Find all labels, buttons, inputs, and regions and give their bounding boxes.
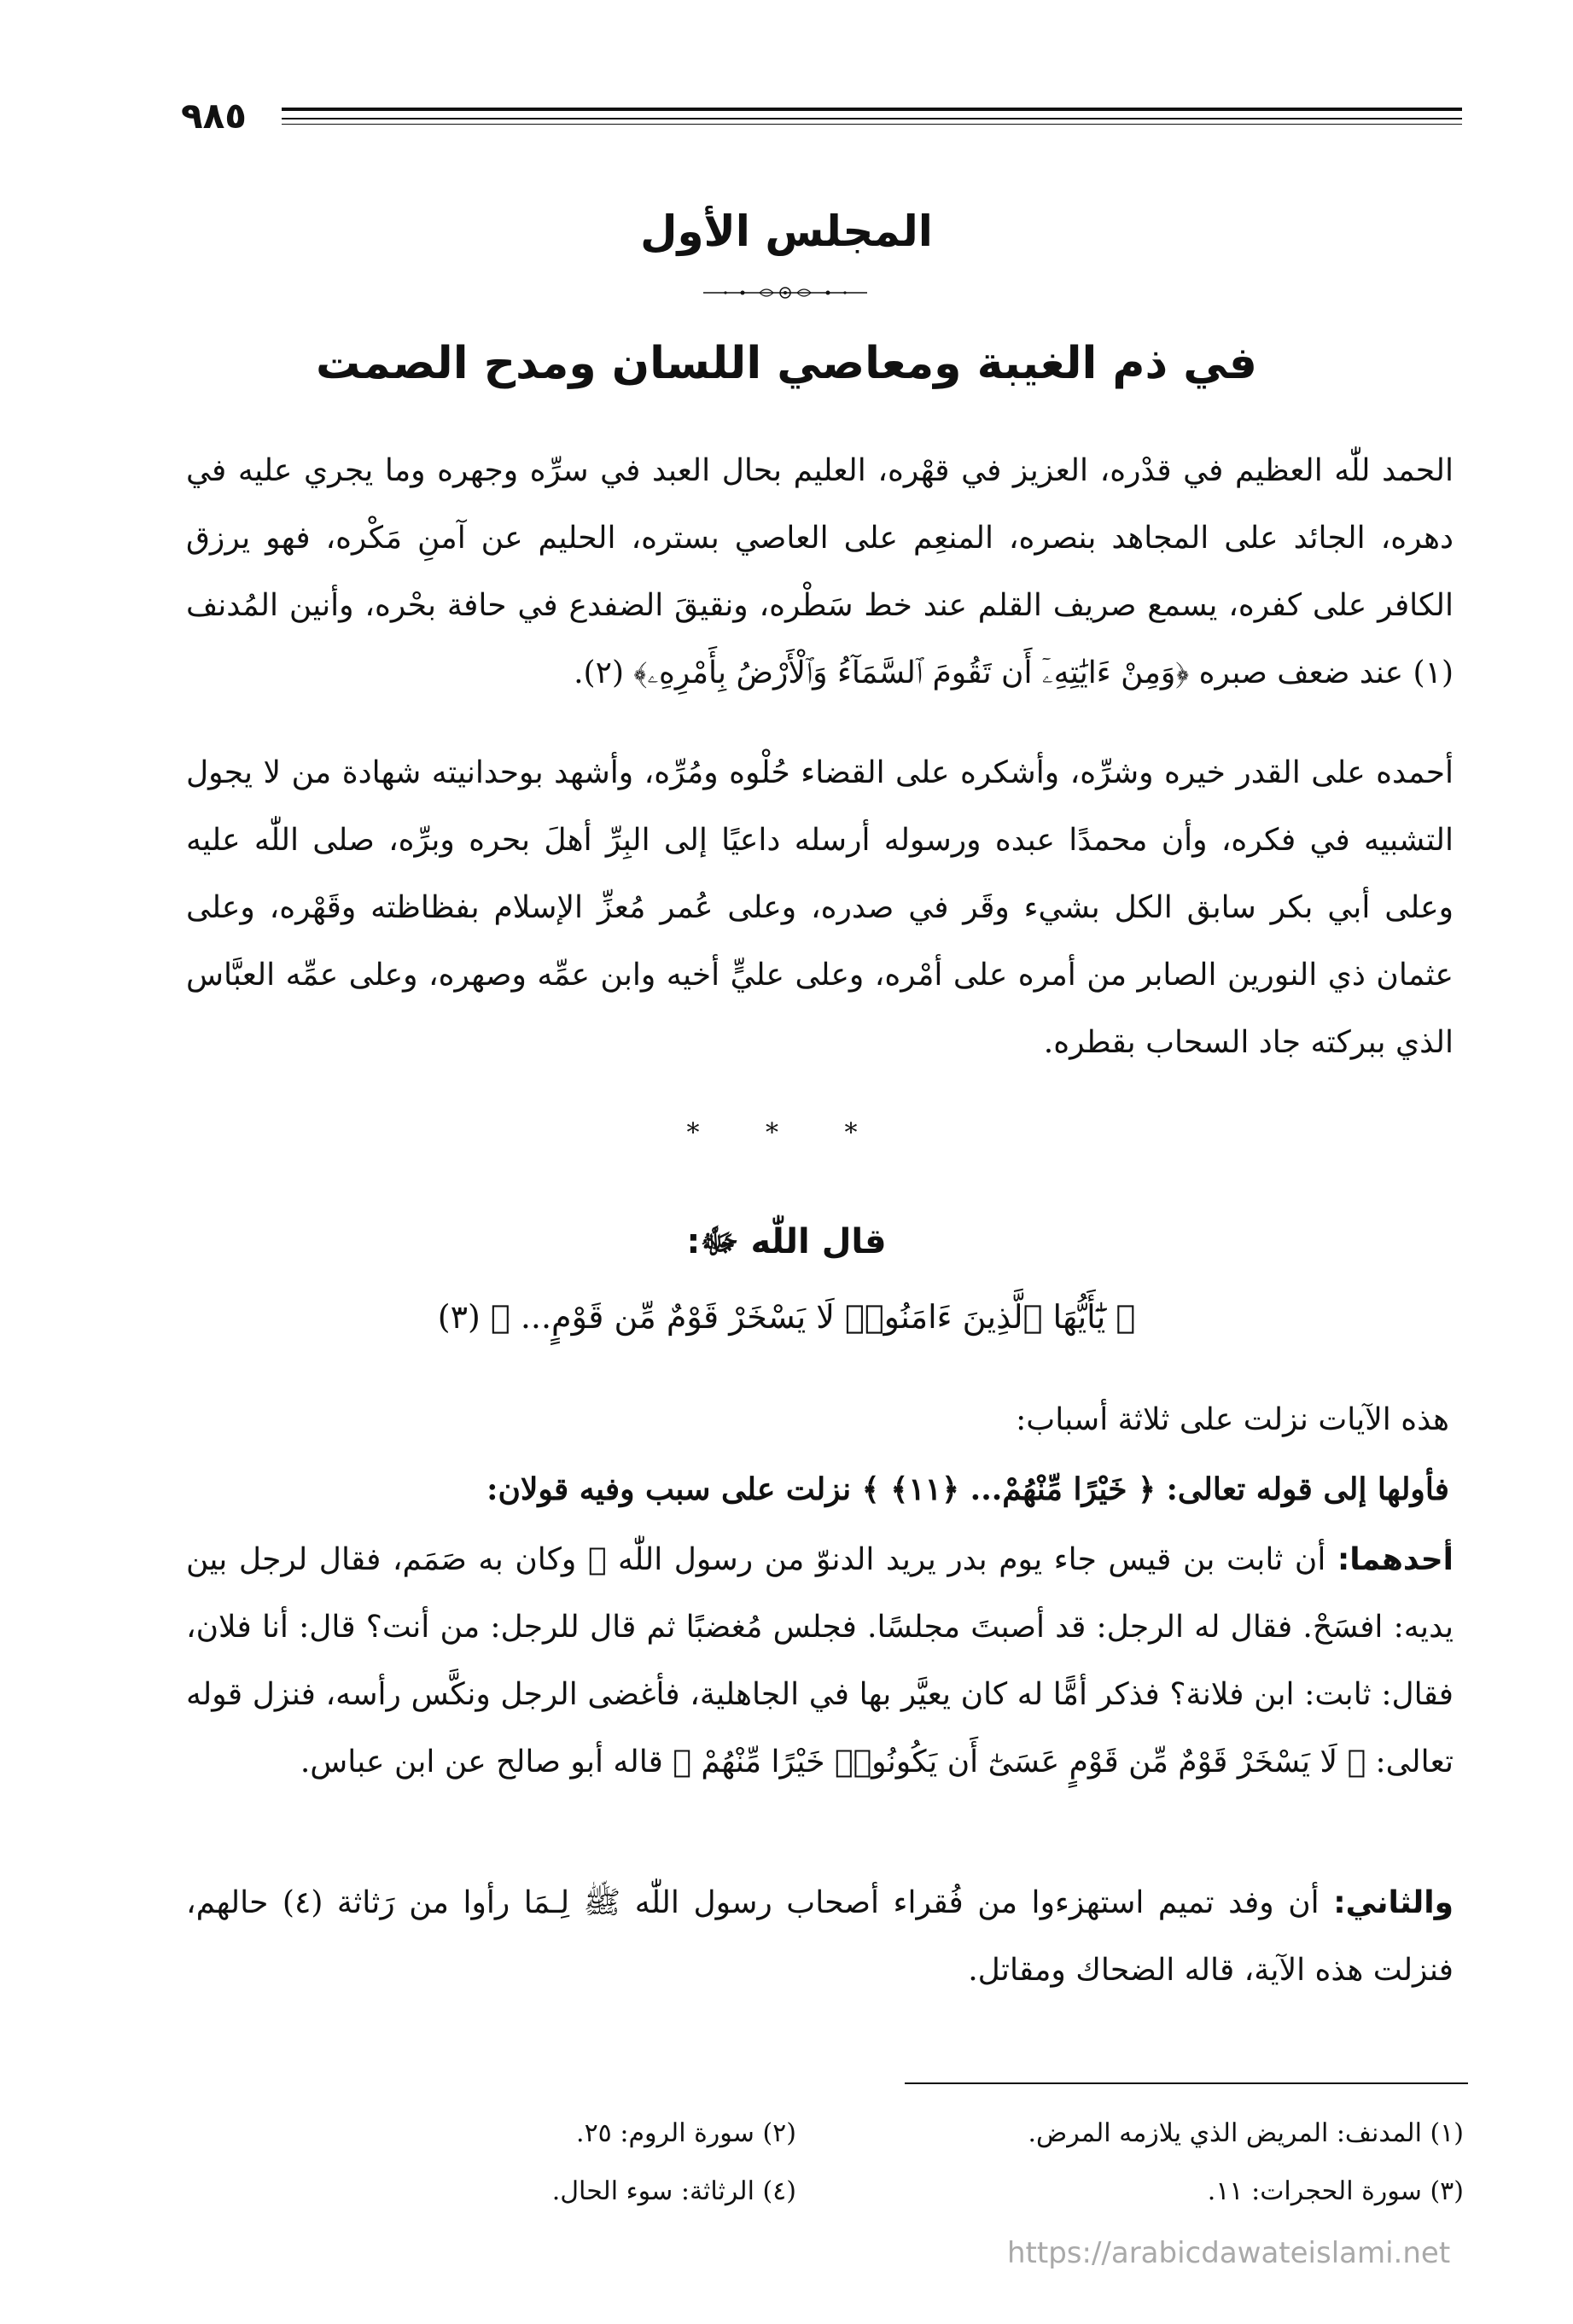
first-reason-line: فأولها إلى قوله تعالى: ﴿ خَيْرًا مِّنْهُمْ... ﴿١١﴾ ﴾ نزلت على سبب وفيه قولان: xyxy=(486,1471,1449,1507)
second-opinion-label: والثاني: xyxy=(1333,1885,1454,1920)
title-ornament xyxy=(700,282,871,304)
watermark-url: https://arabicdawateislami.net xyxy=(1007,2236,1451,2270)
qala-heading: قال اللّٰه ﷻ: xyxy=(686,1222,887,1261)
first-opinion-label: أحدهما: xyxy=(1337,1542,1454,1577)
second-opinion-text: أن وفد تميم استهزءوا من فُقراء أصحاب رسول اللّٰه ﷺ لِـمَا رأوا من رَثاثة (٤) حالهم، فنزلت هذه الآية، قاله الضحاك ومقاتل. xyxy=(186,1885,1454,1988)
quran-verse: ﴿ يَٰٓأَيُّهَا ٱلَّذِينَ ءَامَنُوا۟ لَا يَسْخَرْ قَوْمٌ مِّن قَوْمٍ... ﴾ (٣) xyxy=(437,1298,1136,1336)
page-number: ٩٨٥ xyxy=(181,95,247,137)
header-rule-thin xyxy=(282,124,1462,125)
header-rule-thick xyxy=(282,108,1462,111)
footnote-1: (١) المدنف: المريض الذي يلازمه المرض. xyxy=(1028,2118,1464,2148)
footnote-4: (٤) الرثاثة: سوء الحال. xyxy=(551,2176,796,2206)
majlis-title: المجلس الأول xyxy=(640,207,933,256)
asbab-line: هذه الآيات نزلت على ثلاثة أسباب: xyxy=(1016,1402,1449,1437)
second-opinion-paragraph xyxy=(186,1869,1454,2004)
footnote-rule xyxy=(905,2082,1468,2084)
first-opinion-paragraph xyxy=(186,1526,1454,1796)
praise-paragraph: أحمده على القدر خيره وشرِّه، وأشكره على القضاء حُلْوه ومُرِّه، وأشهد بوحدانيته شهادة من لا يجول التشبيه في فكره، وأن محمدًا عبده ورسوله أرسله داعيًا إلى البِرِّ أهلَ بحره وبرِّه، صلى اللّٰه عليه وعلى أبي بكر سابق الكل بشيء وقَر في صدره، وعلى عُمر مُعزِّ الإسلام بفظاظته وقَهْره، وعلى عثمان ذي النورين الصابر من أمره على أمْره، وعلى عليٍّ أخيه وابن عمِّه وصهره، وعلى عمِّه العبَّاس الذي ببركته جاد السحاب بقطره. xyxy=(186,755,1454,1060)
subject-title: في ذم الغيبة ومعاصي اللسان ومدح الصمت xyxy=(316,338,1257,389)
header-rule-mid xyxy=(282,118,1462,119)
footnote-3: (٣) سورة الحجرات: ١١. xyxy=(1207,2176,1464,2206)
opening-paragraph: الحمد للّٰه العظيم في قدْره، العزيز في قهْره، العليم بحال العبد في سرِّه وجهره وما يجري عليه في دهره، الجائد على المجاهد بنصره، المنعِم على العاصي بستره، الحليم عن آمنِ مَكْره، فهو يرزق الكافر على كفره، يسمع صريف القلم عند خط سَطْره، ونقيقَ الضفدع في حافة بحْره، وأنين المُدنف (١) عند ضعف صبره ﴿وَمِنْ ءَايَٰتِهِۦٓ أَن تَقُومَ ٱلسَّمَآءُ وَٱلْأَرْضُ بِأَمْرِهِۦ﴾ (٢). xyxy=(186,453,1454,690)
section-separator: * * * xyxy=(686,1118,887,1148)
footnote-2: (٢) سورة الروم: ٢٥. xyxy=(576,2118,796,2148)
first-opinion-text: أن ثابت بن قيس جاء يوم بدر يريد الدنوّ من رسول اللّٰه ﷺ وكان به صَمَم، فقال لرجل بين يديه: افسَحْ. فقال له الرجل: قد أصبتَ مجلسًا. فجلس مُغضبًا ثم قال للرجل: من أنت؟ قال: أنا فلان، فقال: ثابت: ابن فلانة؟ فذكر أمًّا له كان يعيَّر بها في الجاهلية، فأغضى الرجل ونكَّس رأسه، فنزل قوله تعالى: ﴿ لَا يَسْخَرْ قَوْمٌ مِّن قَوْمٍ عَسَىٰٓ أَن يَكُونُوا۟ خَيْرًا مِّنْهُمْ ﴾ قاله أبو صالح عن ابن عباس. xyxy=(186,1542,1454,1779)
